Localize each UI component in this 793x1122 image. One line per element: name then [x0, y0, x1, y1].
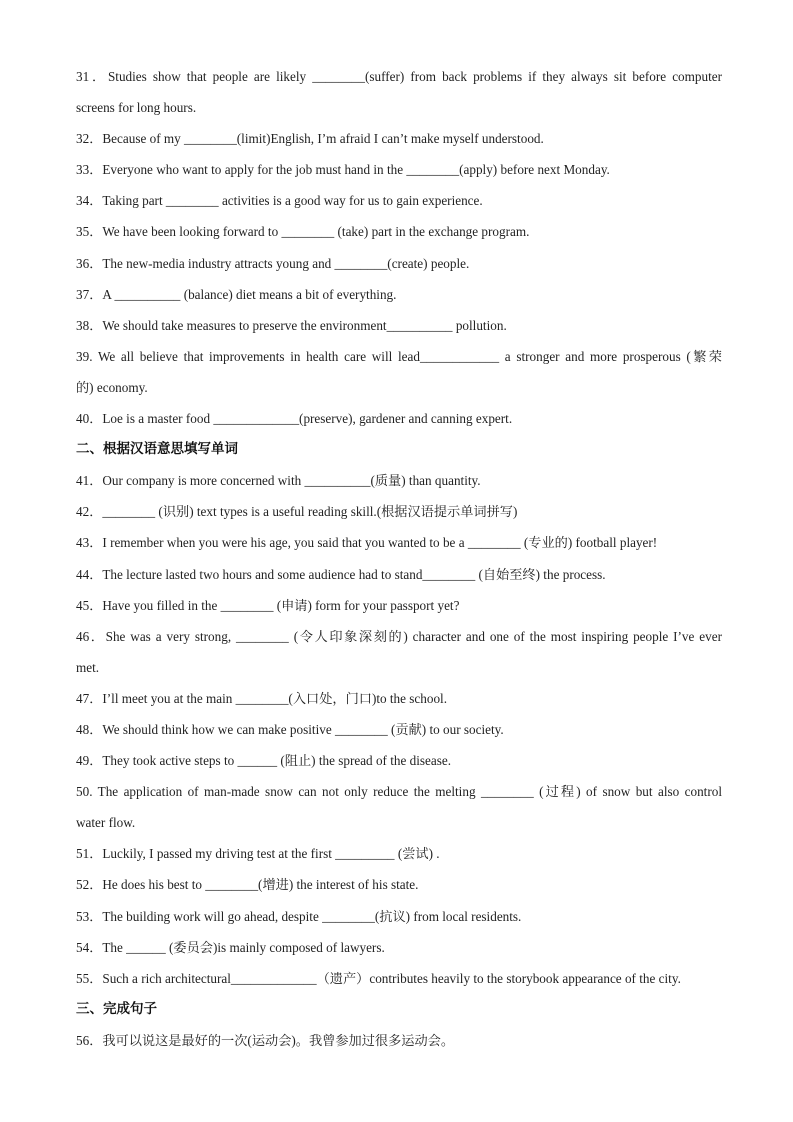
question-37: 37．A __________ (balance) diet means a bit of everything.: [76, 286, 397, 302]
question-55: 55．Such a rich architectural_____________（遗产）contributes heavily to the storybook appearance of the city.: [76, 970, 681, 986]
worksheet-content: [76, 61, 722, 1056]
question-47: 47．I’ll meet you at the main ________(入口处，门口)to the school.: [76, 690, 448, 706]
question-39-line-2: 的) economy.: [76, 379, 148, 395]
question-32: 32．Because of my ________(limit)English, I’m afraid I can’t make myself understood.: [76, 131, 544, 147]
question-46-line-1: 46．She was a very strong, ________ (令人印象深刻的) character and one of the most inspiring people I’ve ever: [76, 628, 722, 644]
question-50-line-2: water flow.: [76, 815, 136, 831]
question-39-line-1: 39. We all believe that improvements in health care will lead____________ a stronger and more prosperous (繁荣: [76, 348, 722, 364]
question-38: 38．We should take measures to preserve the environment__________ pollution.: [76, 317, 507, 333]
question-31-line-2: screens for long hours.: [76, 100, 197, 116]
question-33: 33．Everyone who want to apply for the job must hand in the ________(apply) before next Monday.: [76, 162, 610, 178]
question-54: 54．The ______ (委员会)is mainly composed of lawyers.: [76, 939, 385, 955]
question-51: 51．Luckily, I passed my driving test at the first _________ (尝试) .: [76, 846, 440, 862]
question-52: 52．He does his best to ________(增进) the interest of his state.: [76, 877, 419, 893]
question-45: 45．Have you filled in the ________ (申请) form for your passport yet?: [76, 597, 460, 613]
section-heading-3: 三、完成句子: [76, 1000, 157, 1017]
question-35: 35．We have been looking forward to ________ (take) part in the exchange program.: [76, 224, 530, 240]
question-36: 36．The new-media industry attracts young and ________(create) people.: [76, 255, 470, 271]
question-41: 41．Our company is more concerned with __________(质量) than quantity.: [76, 473, 481, 489]
question-46-line-2: met.: [76, 659, 100, 675]
question-42: 42．________ (识别) text types is a useful reading skill.(根据汉语提示单词拼写): [76, 504, 518, 520]
question-31-line-1: 31．Studies show that people are likely ________(suffer) from back problems if they always sit before computer: [76, 69, 722, 84]
question-43: 43．I remember when you were his age, you said that you wanted to be a ________ (专业的) football player!: [76, 535, 658, 551]
question-53: 53．The building work will go ahead, despite ________(抗议) from local residents.: [76, 908, 522, 924]
question-34: 34．Taking part ________ activities is a good way for us to gain experience.: [76, 193, 483, 209]
question-50-line-1: 50. The application of man-made snow can not only reduce the melting ________ (过程) of snow but also control: [76, 784, 722, 800]
question-48: 48．We should think how we can make positive ________ (贡献) to our society.: [76, 721, 504, 737]
question-44: 44．The lecture lasted two hours and some audience had to stand________ (自始至终) the process.: [76, 566, 606, 582]
question-56: 56．我可以说这是最好的一次(运动会)。我曾参加过很多运动会。: [76, 1032, 455, 1048]
section-heading-2: 二、根据汉语意思填写单词: [76, 441, 238, 458]
question-40: 40．Loe is a master food _____________(preserve), gardener and canning expert.: [76, 411, 513, 427]
question-49: 49．They took active steps to ______ (阻止) the spread of the disease.: [76, 753, 452, 769]
